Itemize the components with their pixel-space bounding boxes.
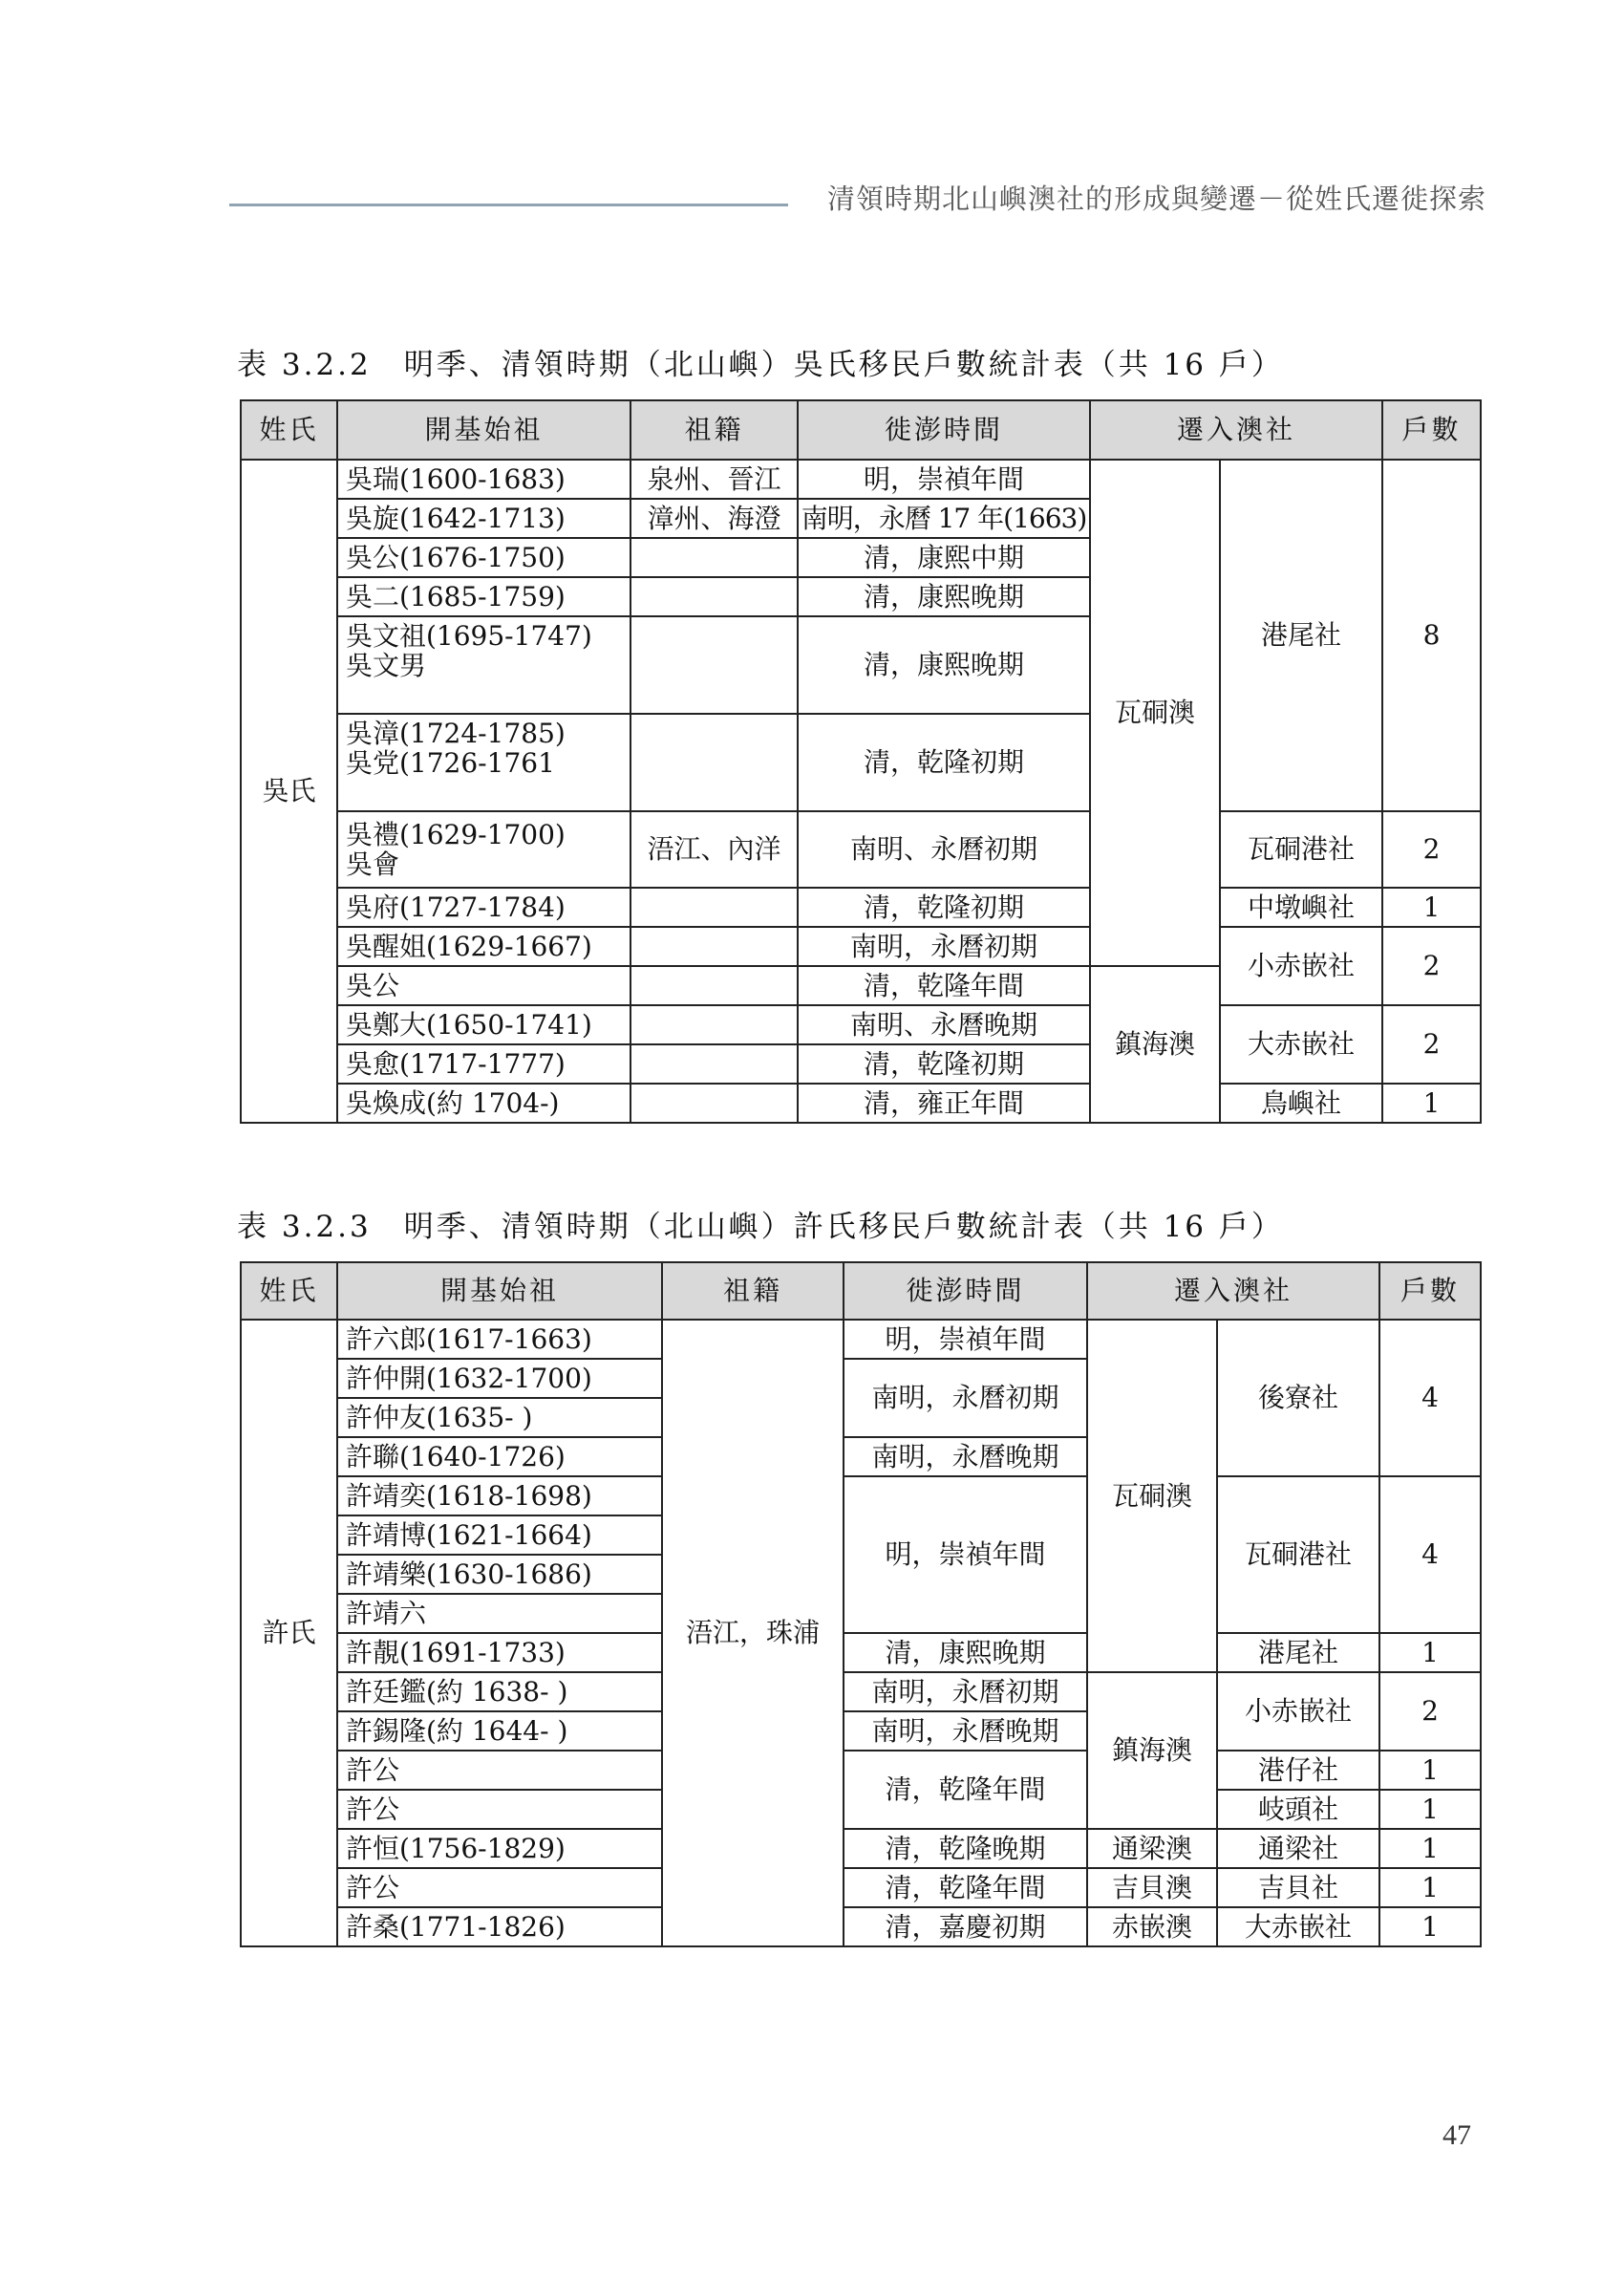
ancestor-cell: 許聯(1640-1726) [337,1437,662,1476]
households-cell: 1 [1379,1907,1481,1946]
surname-cell: 吳氏 [241,460,337,1123]
table-row [241,888,1481,927]
ancestor-cell: 許靖博(1621-1664) [337,1515,662,1555]
ancestor-cell: 吳公(1676-1750) [337,538,630,577]
table-row [241,460,1481,499]
households-cell: 4 [1379,1320,1481,1476]
origin-cell [630,714,798,811]
table-caption-xu: 表 3.2.3 明季、清領時期（北山嶼）許氏移民戶數統計表（共 16 戶） [237,1210,1284,1244]
ancestor-cell: 許錫隆(約 1644- ) [337,1711,662,1751]
col-households: 戶數 [1382,400,1481,460]
ancestor-cell: 許恒(1756-1829) [337,1829,662,1868]
ancestor-cell [337,714,630,811]
col-ancestor: 開基始祖 [337,1262,662,1320]
households-cell: 1 [1379,1751,1481,1790]
col-time: 徙澎時間 [844,1262,1087,1320]
ancestor-cell: 許靚(1691-1733) [337,1633,662,1672]
ancestor-cell: 許靖六 [337,1594,662,1633]
origin-cell [630,577,798,616]
origin-cell: 泉州、晉江 [630,460,798,499]
she-cell: 瓦硐港社 [1220,811,1382,888]
col-time: 徙澎時間 [798,400,1090,460]
she-cell: 港仔社 [1217,1751,1379,1790]
col-ao-she: 遷入澳社 [1087,1262,1379,1320]
origin-cell: 浯江，珠浦 [662,1320,844,1946]
households-cell: 1 [1379,1868,1481,1907]
households-cell: 1 [1379,1790,1481,1829]
origin-cell [630,1084,798,1123]
table-row [241,1907,1481,1946]
time-cell: 南明，永曆晚期 [844,1711,1087,1751]
time-cell: 南明，永曆初期 [844,1672,1087,1711]
header-rule [229,204,788,206]
origin-cell: 漳州、海澄 [630,499,798,538]
time-cell: 清，康熙晚期 [798,577,1090,616]
she-cell: 後寮社 [1217,1320,1379,1476]
she-cell: 小赤嵌社 [1220,927,1382,1005]
ancestor-name: 吳會 [346,849,400,880]
origin-cell: 浯江、內洋 [630,811,798,888]
ao-cell: 瓦硐澳 [1087,1320,1217,1672]
table-row [241,1751,1481,1790]
ancestor-cell: 許廷鑑(約 1638- ) [337,1672,662,1711]
origin-cell [630,1005,798,1044]
time-cell: 清，乾隆年間 [798,966,1090,1005]
table-row [241,1084,1481,1123]
table-row [241,1633,1481,1672]
time-cell: 南明，永曆 17 年(1663) [798,499,1090,538]
col-ancestor: 開基始祖 [337,400,630,460]
ancestor-cell: 吳府(1727-1784) [337,888,630,927]
time-cell: 清，乾隆初期 [798,888,1090,927]
time-cell: 南明、永曆初期 [798,811,1090,888]
households-cell: 1 [1379,1633,1481,1672]
time-cell: 明，崇禎年間 [798,460,1090,499]
time-cell: 南明，永曆初期 [844,1359,1087,1437]
table-row [241,1829,1481,1868]
households-cell: 4 [1379,1476,1481,1633]
she-cell: 港尾社 [1217,1633,1379,1672]
col-origin: 祖籍 [662,1262,844,1320]
time-cell: 清，乾隆初期 [798,1044,1090,1084]
col-origin: 祖籍 [630,400,798,460]
table-row [241,811,1481,888]
ancestor-cell [337,616,630,714]
ancestor-cell: 吳鄭大(1650-1741) [337,1005,630,1044]
xu-migration-table [240,1261,1482,1947]
time-cell: 南明，永曆晚期 [844,1437,1087,1476]
col-surname: 姓氏 [241,400,337,460]
she-cell: 港尾社 [1220,460,1382,811]
time-cell: 清，康熙中期 [798,538,1090,577]
ancestor-name: 吳党(1726-1761 [346,747,555,780]
ancestor-name: 吳文祖(1695-1747) [346,620,592,652]
time-cell: 清，乾隆初期 [798,714,1090,811]
ao-cell: 瓦硐澳 [1090,460,1220,966]
ancestor-cell: 許靖奕(1618-1698) [337,1476,662,1515]
ancestor-cell: 吳醒姐(1629-1667) [337,927,630,966]
table-row [241,1476,1481,1515]
time-cell: 南明、永曆晚期 [798,1005,1090,1044]
table-caption-wu: 表 3.2.2 明季、清領時期（北山嶼）吳氏移民戶數統計表（共 16 戶） [237,348,1284,382]
ancestor-cell: 許桑(1771-1826) [337,1907,662,1946]
ancestor-name: 吳文男 [346,650,427,682]
ao-cell: 吉貝澳 [1087,1868,1217,1907]
table-row [241,927,1481,966]
ao-cell: 鎮海澳 [1087,1672,1217,1829]
ancestor-cell: 許仲開(1632-1700) [337,1359,662,1398]
page-number: 47 [1442,2119,1471,2151]
running-header: 清領時期北山嶼澳社的形成與變遷－從姓氏遷徙探索 [827,183,1487,215]
origin-cell [630,966,798,1005]
col-ao-she: 遷入澳社 [1090,400,1382,460]
ancestor-cell [337,811,630,888]
table-row [241,1320,1481,1359]
origin-cell [630,538,798,577]
header-row [241,400,1481,460]
ancestor-cell: 許公 [337,1790,662,1829]
origin-cell [630,616,798,714]
ancestor-cell: 許公 [337,1751,662,1790]
ancestor-cell: 許六郎(1617-1663) [337,1320,662,1359]
time-cell: 清，乾隆年間 [844,1868,1087,1907]
households-cell: 2 [1379,1672,1481,1751]
she-cell: 大赤嵌社 [1220,1005,1382,1084]
ao-cell: 鎮海澳 [1090,966,1220,1123]
ancestor-cell: 吳瑞(1600-1683) [337,460,630,499]
col-households: 戶數 [1379,1262,1481,1320]
she-cell: 瓦硐港社 [1217,1476,1379,1633]
origin-cell [630,927,798,966]
time-cell: 清，嘉慶初期 [844,1907,1087,1946]
households-cell: 1 [1382,1084,1481,1123]
she-cell: 大赤嵌社 [1217,1907,1379,1946]
time-cell: 南明，永曆初期 [798,927,1090,966]
time-cell: 清，雍正年間 [798,1084,1090,1123]
origin-cell [630,1044,798,1084]
households-cell: 2 [1382,927,1481,1005]
origin-cell [630,888,798,927]
ancestor-cell: 吳公 [337,966,630,1005]
she-cell: 小赤嵌社 [1217,1672,1379,1751]
she-cell: 鳥嶼社 [1220,1084,1382,1123]
header-row [241,1262,1481,1320]
time-cell: 清，康熙晚期 [798,616,1090,714]
time-cell: 明，崇禎年間 [844,1476,1087,1633]
ao-cell: 通梁澳 [1087,1829,1217,1868]
households-cell: 2 [1382,1005,1481,1084]
she-cell: 中墩嶼社 [1220,888,1382,927]
time-cell: 明，崇禎年間 [844,1320,1087,1359]
time-cell: 清，康熙晚期 [844,1633,1087,1672]
time-cell: 清，乾隆晚期 [844,1829,1087,1868]
table-row [241,1005,1481,1044]
ancestor-cell: 許公 [337,1868,662,1907]
surname-cell: 許氏 [241,1320,337,1946]
time-cell: 清，乾隆年間 [844,1751,1087,1829]
wu-migration-table [240,399,1482,1124]
ancestor-cell: 許仲友(1635- ) [337,1398,662,1437]
ancestor-cell: 吳愈(1717-1777) [337,1044,630,1084]
col-surname: 姓氏 [241,1262,337,1320]
ao-cell: 赤嵌澳 [1087,1907,1217,1946]
ancestor-cell: 吳旋(1642-1713) [337,499,630,538]
households-cell: 1 [1379,1829,1481,1868]
ancestor-cell: 吳煥成(約 1704-) [337,1084,630,1123]
she-cell: 吉貝社 [1217,1868,1379,1907]
table-row [241,1868,1481,1907]
ancestor-cell: 吳二(1685-1759) [337,577,630,616]
households-cell: 8 [1382,460,1481,811]
she-cell: 通梁社 [1217,1829,1379,1868]
households-cell: 2 [1382,811,1481,888]
ancestor-cell: 許靖樂(1630-1686) [337,1555,662,1594]
table-row [241,1672,1481,1711]
households-cell: 1 [1382,888,1481,927]
she-cell: 岐頭社 [1217,1790,1379,1829]
ancestor-name: 吳禮(1629-1700) [346,818,566,850]
ancestor-name: 吳漳(1724-1785) [346,718,566,749]
